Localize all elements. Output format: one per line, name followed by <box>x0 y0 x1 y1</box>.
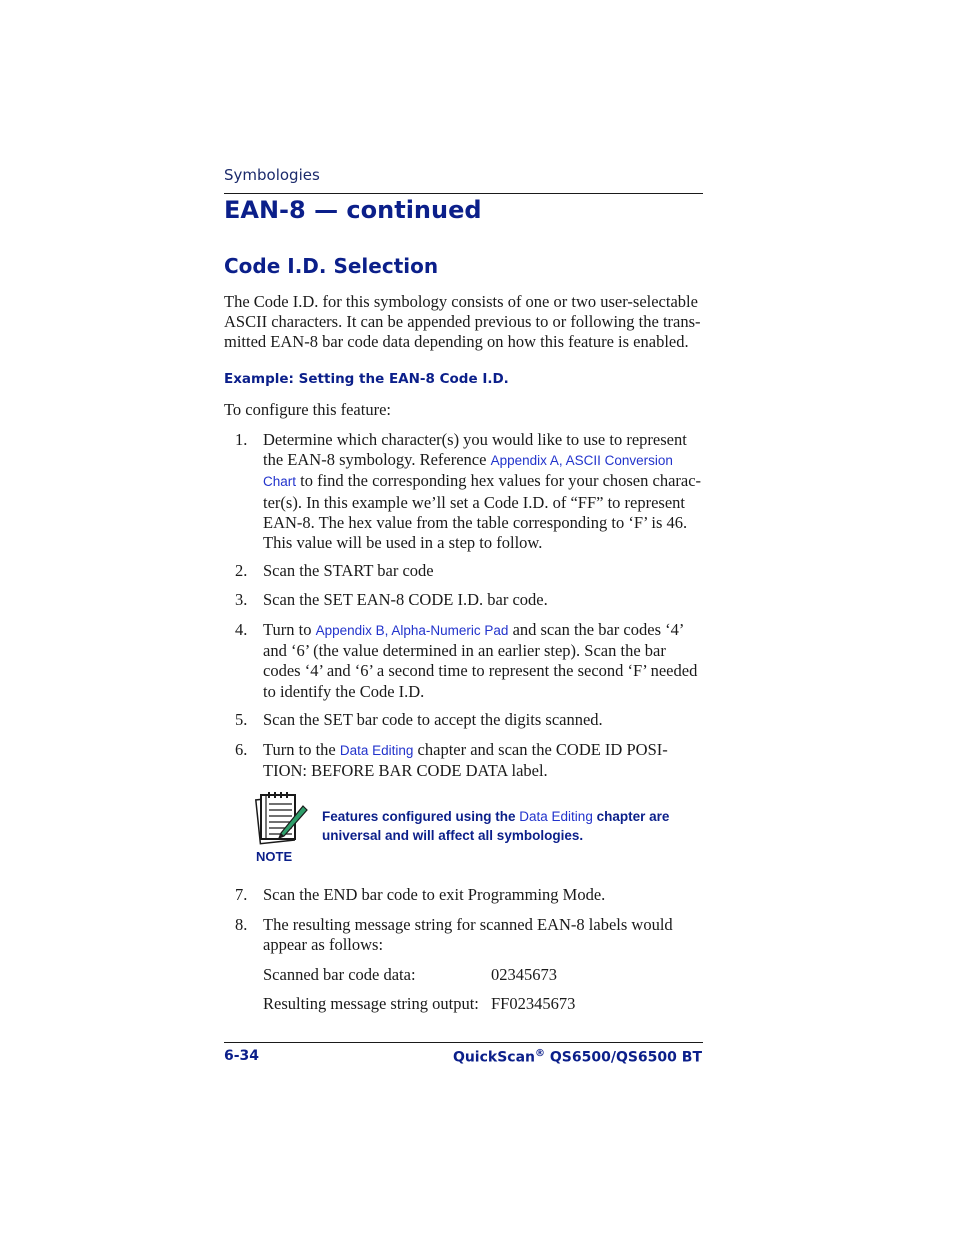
step-number: 5. <box>235 710 248 729</box>
output-value: FF02345673 <box>491 994 576 1013</box>
appendix-b-link[interactable]: Appendix B, Alpha-Numeric Pad <box>315 623 509 638</box>
step-text: Scan the SET bar code to accept the digits scanned. <box>263 710 603 729</box>
appendix-a-link[interactable]: Appendix A, ASCII Conversion Chart <box>263 453 673 490</box>
page-number: 6-34 <box>224 1048 260 1064</box>
step-number: 1. <box>235 430 248 449</box>
step-number: 2. <box>235 561 248 580</box>
step-number: 4. <box>235 620 248 639</box>
step-number: 7. <box>235 885 248 904</box>
output-label: Resulting message string output: <box>263 994 479 1013</box>
product-name: QuickScan® QS6500/QS6500 BT <box>452 1048 702 1066</box>
output-row-scanned <box>263 965 557 985</box>
output-row-result <box>263 994 576 1014</box>
step-text: Scan the END bar code to exit Programming Mode. <box>263 885 606 904</box>
footer-rule <box>224 1042 703 1043</box>
step-number: 3. <box>235 590 248 609</box>
section-title: Code I.D. Selection <box>224 254 439 278</box>
step-text: Determine which character(s) you would like to use to represent the EAN-8 symbology. Reference Appendix A, ASCII Conversion Chart to find the corresponding hex values for your chosen charac-ter(s). In this example we’ll set a Code I.D. of “FF” to represent EAN-8. The hex value from the table corresponding to ‘F’ is 46. This value will be used in a step to follow. <box>263 430 702 553</box>
note-label: NOTE <box>256 849 293 864</box>
step-text: Scan the SET EAN-8 CODE I.D. bar code. <box>263 590 548 609</box>
step-text: The resulting message string for scanned EAN-8 labels would appear as follows: <box>263 915 673 955</box>
note-text: Features configured using the Data Editing chapter are universal and will affect all symbologies. <box>322 809 670 843</box>
configure-label: To configure this feature: <box>224 400 391 419</box>
example-heading: Example: Setting the EAN-8 Code I.D. <box>224 371 509 387</box>
step-text: Turn to Appendix B, Alpha-Numeric Pad and scan the bar codes ‘4’ and ‘6’ (the value determined in an earlier step). Scan the bar codes ‘4’ and ‘6’ a second time to represent the second ‘F’ needed to identify the Code I.D. <box>263 620 698 701</box>
step-number: 6. <box>235 740 248 759</box>
output-label: Scanned bar code data: <box>263 965 416 984</box>
output-value: 02345673 <box>491 965 557 984</box>
running-header: Symbologies <box>224 166 320 184</box>
step-number: 8. <box>235 915 248 934</box>
step-text: Turn to the Data Editing chapter and scan the CODE ID POSI-TION: BEFORE BAR CODE DATA label. <box>263 740 668 781</box>
header-rule <box>224 193 703 194</box>
note-data-editing-link[interactable]: Data Editing <box>519 809 593 824</box>
step-text: Scan the START bar code <box>263 561 434 580</box>
page-title: EAN-8 — continued <box>224 196 482 224</box>
data-editing-link[interactable]: Data Editing <box>339 743 414 758</box>
intro-paragraph: The Code I.D. for this symbology consists of one or two user-selectable ASCII characters. It can be appended previous to or following the trans-mitted EAN-8 bar code data depending on how this feature is enabled. <box>224 292 701 352</box>
